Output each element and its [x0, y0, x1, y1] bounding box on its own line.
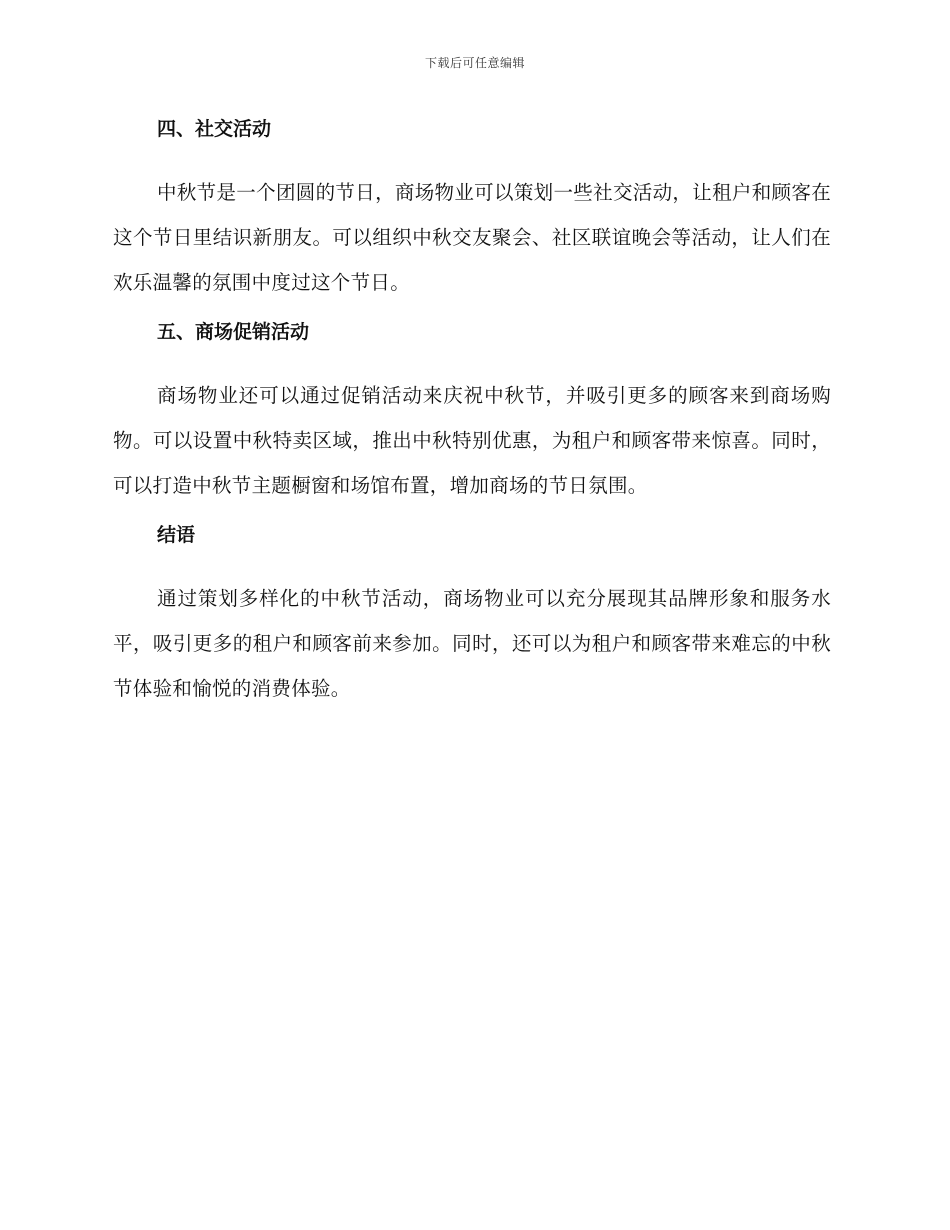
document-body [113, 113, 831, 711]
section-social-activities [113, 113, 831, 316]
section-paragraph: 商场物业还可以通过促销活动来庆祝中秋节，并吸引更多的顾客来到商场购物。可以设置中秋特卖区域，推出中秋特别优惠，为租户和顾客带来惊喜。同时，可以打造中秋节主题橱窗和场馆布置，增加商场的节日氛围。 [113, 384, 831, 497]
section-title: 结语 [157, 524, 196, 546]
section-paragraph: 通过策划多样化的中秋节活动，商场物业可以充分展现其品牌形象和服务水平，吸引更多的租户和顾客前来参加。同时，还可以为租户和顾客带来难忘的中秋节体验和愉悦的消费体验。 [113, 587, 831, 700]
section-title: 五、商场促销活动 [157, 321, 310, 343]
section-mall-promotions [113, 316, 831, 519]
section-conclusion [113, 519, 831, 711]
section-paragraph: 中秋节是一个团圆的节日，商场物业可以策划一些社交活动，让租户和顾客在这个节日里结识新朋友。可以组织中秋交友聚会、社区联谊晚会等活动，让人们在欢乐温馨的氛围中度过这个节日。 [113, 181, 831, 294]
header-note: 下载后可任意编辑 [424, 56, 525, 70]
section-title: 四、社交活动 [157, 118, 272, 140]
